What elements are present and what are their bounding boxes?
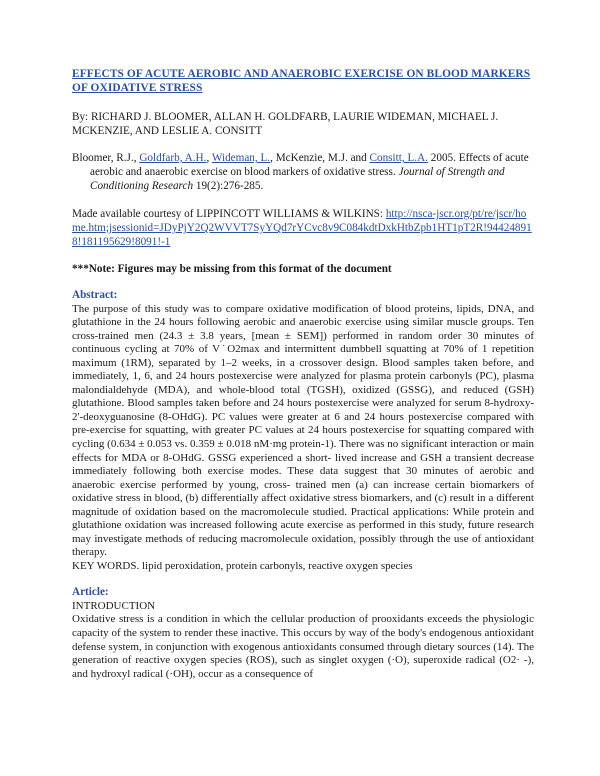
citation-prefix: Bloomer, R.J., xyxy=(72,152,140,164)
citation-separator: , McKenzie, M.J. and xyxy=(270,152,370,164)
citation-volume: 19(2):276-285. xyxy=(193,180,264,192)
author-link-goldfarb[interactable]: Goldfarb, A.H. xyxy=(139,152,207,164)
abstract-text: The purpose of this study was to compare oxidative modification of blood proteins, lipids, DNA, and glutathione in the 24 hours following aerobic and anaerobic exercise using similar muscle groups. Ten cross-trained men (24.3 ± 3.8 years, [mean ± SEM]) performed in random order 30 minutes of continuous cycling at 70% of V˙O2max and intermittent dumbbell squatting at 70% of 1 repetition maximum (1RM), separated by 1–2 weeks, in a crossover design. Blood samples taken before, and immediately, 1, 6, and 24 hours postexercise were analyzed for plasma protein carbonyls (PC), plasma malondialdehyde (MDA), and whole-blood total (TGSH), oxidized (GSSG), and reduced (GSH) glutathione. Blood samples taken before and 24 hours postexercise were analyzed for serum 8-hydroxy-2'-deoxyguanosine (8-OHdG). PC values were greater at 6 and 24 hours postexercise compared with pre-exercise for squatting, with greater PC values at 24 hours postexercise for squatting compared with cycling (0.634 ± 0.053 vs. 0.359 ± 0.018 nM·mg protein-1). There was no significant interaction or main effects for MDA or 8-OHdG. GSSG experienced a short- lived increase and GSH a transient decrease immediately following both exercise modes. These data suggest that 30 minutes of aerobic and anaerobic exercise performed by young, cross- trained men (a) can increase certain biomarkers of oxidative stress in blood, (b) differentially affect oxidative stress biomarkers, and (c) result in a different magnitude of oxidation based on the macromolecule studied. Practical applications: While protein and glutathione oxidation was increased following acute exercise as performed in this study, future research may investigate methods of reducing macromolecule oxidation, possibly through the use of antioxidant therapy. xyxy=(72,302,534,559)
figures-note: ***Note: Figures may be missing from this format of the document xyxy=(72,263,392,275)
author-link-wideman[interactable]: Wideman, L. xyxy=(211,152,271,164)
article-title: EFFECTS OF ACUTE AEROBIC AND ANAEROBIC EXERCISE ON BLOOD MARKERS OF OXIDATIVE STRESS xyxy=(72,68,531,94)
article-heading: Article: xyxy=(72,586,109,599)
author-link-consitt[interactable]: Consitt, L.A. xyxy=(369,152,428,164)
citation-separator: , xyxy=(206,152,212,164)
citation xyxy=(72,151,534,193)
publisher-link[interactable]: http://nsca-jscr.org/pt/re/jscr/home.htm;jsessionid=JDyPjY2Q2WVVT7SyYQd7rYCvc8v9C084kdtDxkHtbZpb1HT1pT2R!944248918!181195629!8091!-1 xyxy=(72,208,532,248)
citation-details: 2005. Effects of acute aerobic and anaerobic exercise on blood markers of oxidative stress. xyxy=(90,152,529,178)
introduction-text: Oxidative stress is a condition in which the cellular production of prooxidants exceeds the physiologic capacity of the system to render these inactive. This occurs by way of the body's endogenous antioxidant defense system, in conjunction with exogenous antioxidants consumed through dietary sources (14). The generation of reactive oxygen species (ROS), such as singlet oxygen (·O), superoxide radical (O2· -), and hydroxyl radical (·OH), occur as a consequence of xyxy=(72,613,534,680)
availability-statement xyxy=(72,207,534,249)
keywords: KEY WORDS. lipid peroxidation, protein carbonyls, reactive oxygen species xyxy=(72,559,413,572)
introduction-heading: INTRODUCTION xyxy=(72,599,156,612)
author-list: By: RICHARD J. BLOOMER, ALLAN H. GOLDFARB, LAURIE WIDEMAN, MICHAEL J. MCKENZIE, AND LESLIE A. CONSITT xyxy=(72,111,499,137)
abstract-heading: Abstract: xyxy=(72,289,118,301)
availability-prefix: Made available courtesy of LIPPINCOTT WILLIAMS & WILKINS: xyxy=(72,208,386,220)
journal-name: Journal of Strength and Conditioning Research xyxy=(90,166,505,192)
document-page xyxy=(72,68,534,681)
